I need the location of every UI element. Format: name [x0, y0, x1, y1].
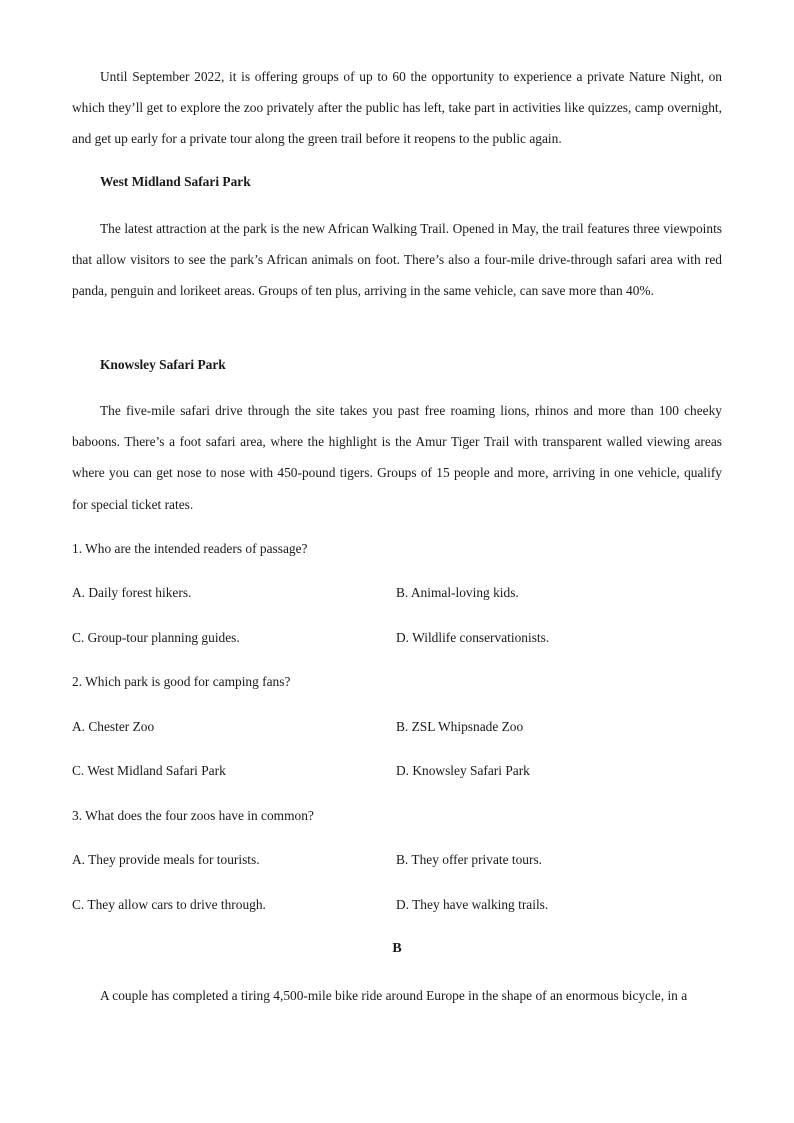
paragraph-knowsley: The five-mile safari drive through the site takes you past free roaming lions, rhinos and more than 100 cheeky baboons. There’s a foot safari area, where the highlight is the Amur Tiger Trail with transparent walled viewing areas where you can get nose to nose with 450-pound tigers. Groups of 15 people and more, arriving in one vehicle, qualify for special ticket rates. — [72, 403, 722, 512]
question-3-option-d: D. They have walking trails. — [396, 897, 549, 912]
heading-west-midland-safari-park: West Midland Safari Park — [100, 174, 251, 189]
question-1-option-d: D. Wildlife conservationists. — [396, 630, 550, 645]
question-3-option-b: B. They offer private tours. — [396, 852, 543, 867]
question-3-option-a: A. They provide meals for tourists. — [72, 852, 260, 867]
question-2-option-a: A. Chester Zoo — [72, 719, 155, 734]
section-b-label: B — [392, 941, 402, 956]
question-2-stem: 2. Which park is good for camping fans? — [72, 674, 291, 689]
question-1-option-b: B. Animal-loving kids. — [396, 585, 519, 600]
paragraph-west-midland: The latest attraction at the park is the new African Walking Trail. Opened in May, the trail features three viewpoints that allow visitors to see the park’s African animals on foot. There’s also a four-mile drive-through safari area with red panda, penguin and lorikeet areas. Groups of ten plus, arriving in the same vehicle, can save more than 40%. — [72, 221, 722, 299]
question-2-option-b: B. ZSL Whipsnade Zoo — [396, 719, 524, 734]
question-2-option-d: D. Knowsley Safari Park — [396, 763, 530, 778]
question-3-option-c: C. They allow cars to drive through. — [72, 897, 266, 912]
paragraph-section-b-intro: A couple has completed a tiring 4,500-mile bike ride around Europe in the shape of an enormous bicycle, in a — [100, 988, 688, 1003]
question-2-option-c: C. West Midland Safari Park — [72, 763, 226, 778]
question-3-stem: 3. What does the four zoos have in common? — [72, 808, 314, 823]
question-1-stem: 1. Who are the intended readers of passage? — [72, 541, 308, 556]
heading-knowsley-safari-park: Knowsley Safari Park — [100, 357, 226, 372]
question-1-option-a: A. Daily forest hikers. — [72, 585, 192, 600]
paragraph-nature-night: Until September 2022, it is offering groups of up to 60 the opportunity to experience a private Nature Night, on which they’ll get to explore the zoo privately after the public has left, take part in activities like quizzes, camp overnight, and get up early for a private tour along the green trail before it reopens to the public again. — [72, 69, 722, 147]
question-1-option-c: C. Group-tour planning guides. — [72, 630, 240, 645]
